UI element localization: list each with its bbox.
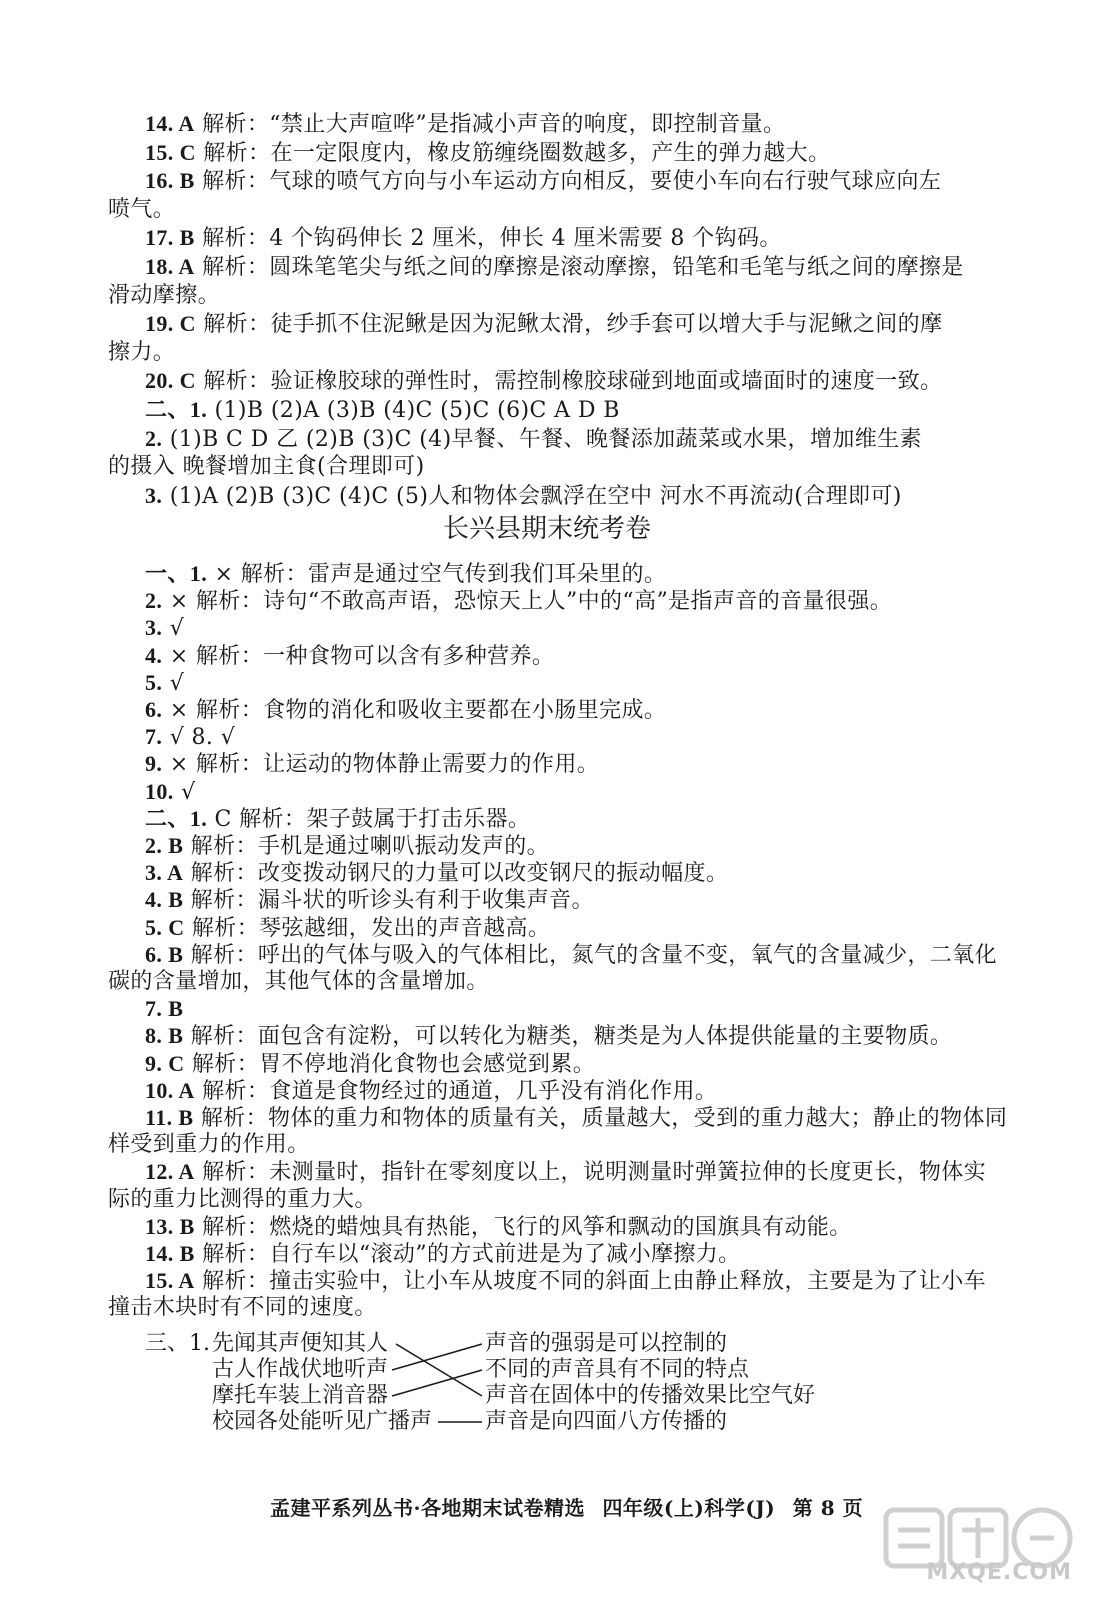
answer-text: 解析：呼出的气体与吸入的气体相比，氮气的含量不变，氧气的含量减少，二氧化 [183,942,998,968]
answer-text: 解析：未测量时，指针在零刻度以上，说明测量时弹簧拉伸的长度更长，物体实 [194,1160,987,1186]
answer-text: (1)B C D 乙 (2)B (3)C (4)早餐、午餐、晚餐添加蔬菜或水果，增加维生素 [162,426,922,452]
match-line-2 [392,1344,482,1370]
answer-text: √ 8. √ [162,725,236,751]
answer-text: 解析：气球的喷气方向与小车运动方向相反，要使小车向右行驶气球应向左 [194,169,942,195]
question-number: 15. C [145,139,196,165]
question-number: 6. [145,697,163,722]
match-line-1 [396,1344,482,1396]
section-title: 长兴县期末统考卷 [442,514,651,544]
answer-text: 解析：手机是通过喇叭振动发声的。 [183,834,550,859]
answer-text: 解析：自行车以“滚动”的方式前进是为了减小摩擦力。 [194,1242,741,1267]
continuation-text: 擦力。 [108,339,176,365]
continuation-text: 碳的含量增加，其他气体的含量增加。 [108,969,489,994]
question-number: 16. B [145,168,195,194]
question-number: 14. A [145,111,195,136]
question-number: 7. [145,724,163,750]
question-number: 9. C [145,1050,185,1076]
match-left-2: 古人作战伏地听声 [212,1357,389,1382]
question-number: 10. [145,778,174,804]
question-number: 5. [145,669,163,695]
match-left-1: 先闻其声便知其人 [212,1331,389,1356]
match-right-1: 声音的强弱是可以控制的 [485,1331,728,1356]
question-number: 18. A [145,254,195,279]
question-number: 20. C [145,368,196,394]
question-number: 二、1. [145,805,208,831]
answer-text: 解析：在一定限度内，橡皮筋缠绕圈数越多，产生的弹力越大。 [195,140,831,166]
footer-series: 孟建平系列丛书·各地期末试卷精选 [270,1496,585,1520]
match-right-3: 声音在固体中的传播效果比空气好 [485,1383,816,1408]
answer-text: 解析：圆珠笔笔尖与纸之间的摩擦是滚动摩擦，铅笔和毛笔与纸之间的摩擦是 [194,255,964,280]
answer-text: × 解析：雷声是通过空气传到我们耳朵里的。 [207,562,667,587]
answer-text: (1)A (2)B (3)C (4)C (5)人和物体会飘浮在空中 河水不再流动(合理即可) [162,483,902,509]
match-left-4: 校园各处能听见广播声 [212,1409,433,1434]
answer-text: (1)B (2)A (3)B (4)C (5)C (6)C A D B [207,398,620,423]
footer-grade: 四年级(上)科学(J) [602,1496,776,1520]
continuation-text: 的摄入 晚餐增加主食(合理即可) [108,454,425,480]
question-number: 12. A [145,1159,195,1185]
match-left-3: 摩托车装上消音器 [212,1383,389,1408]
continuation-text: 滑动摩擦。 [108,282,221,308]
question-number: 3. A [145,860,184,886]
question-number: 17. B [145,225,195,251]
question-number: 一、1. [145,561,208,586]
question-number: 2. B [145,833,184,858]
continuation-text: 撞击木块时有不同的速度。 [108,1295,377,1321]
answer-text: 解析：胃不停地消化食物也会感觉到累。 [184,1051,596,1077]
question-number: 二、1. [145,397,208,422]
answer-text: 解析：4 个钩码伸长 2 厘米，伸长 4 厘米需要 8 个钩码。 [194,226,782,252]
continuation-text: 喷气。 [108,196,176,222]
answer-text: 解析：徒手抓不住泥鳅是因为泥鳅太滑，纱手套可以增大手与泥鳅之间的摩 [195,312,943,338]
matching-label: 三、1. [145,1331,210,1356]
question-number: 4. [145,642,163,668]
watermark-text: MXQE.COM [926,1560,1072,1585]
answer-text: 解析：“禁止大声喧哗”是指减小声音的响度，即控制音量。 [194,112,786,137]
continuation-text: 样受到重力的作用。 [108,1132,310,1158]
answer-text: × 解析：食物的消化和吸收主要都在小肠里完成。 [162,698,667,723]
answer-text: √ [162,670,185,696]
question-number: 11. B [145,1105,194,1130]
question-number: 5. C [145,914,185,940]
question-number: 4. B [145,887,184,913]
answer-text: × 解析：让运动的物体静止需要力的作用。 [162,752,600,778]
answer-text: 解析：面包含有淀粉，可以转化为糖类，糖类是为人体提供能量的主要物质。 [183,1024,953,1050]
question-number: 7. B [145,996,184,1022]
question-number: 2. [145,425,163,451]
question-number: 9. [145,751,163,777]
match-line-3 [392,1370,482,1396]
question-number: 8. B [145,1023,184,1049]
question-number: 13. B [145,1213,195,1239]
footer-page-number: 第 8 页 [792,1496,864,1520]
question-number: 6. B [145,941,184,967]
answer-text: 解析：撞击实验中，让小车从坡度不同的斜面上由静止释放，主要是为了让小车 [194,1269,987,1295]
question-number: 3. [145,615,163,641]
answer-text: 解析：改变拨动钢尺的力量可以改变钢尺的振动幅度。 [183,861,729,887]
question-number: 10. A [145,1077,195,1103]
answer-text: 解析：物体的重力和物体的质量有关，质量越大，受到的重力越大；静止的物体同 [193,1106,1008,1131]
answer-text: C 解析：架子鼓属于打击乐器。 [207,806,531,832]
match-right-4: 声音是向四面八方传播的 [485,1409,728,1434]
question-number: 15. A [145,1268,195,1294]
answer-text: 解析：燃烧的蜡烛具有热能，飞行的风筝和飘动的国旗具有动能。 [194,1214,852,1240]
answer-text: × 解析：诗句“不敢高声语，恐惊天上人”中的“高”是指声音的音量很强。 [162,589,893,615]
answer-text: √ [173,779,196,805]
answer-text: 解析：食道是食物经过的通道，几乎没有消化作用。 [194,1078,718,1104]
match-right-2: 不同的声音具有不同的特点 [485,1357,750,1382]
question-number: 14. B [145,1241,195,1266]
question-number: 19. C [145,311,196,337]
answer-text: 解析：漏斗状的听诊头有利于收集声音。 [183,888,594,914]
continuation-text: 际的重力比测得的重力大。 [108,1186,377,1212]
answer-text: × 解析：一种食物可以含有多种营养。 [162,643,555,669]
answer-text: 解析：验证橡胶球的弹性时，需控制橡胶球碰到地面或墙面时的速度一致。 [195,369,943,395]
page-footer [270,1492,873,1521]
question-number: 3. [145,482,163,508]
answer-text: 解析：琴弦越细，发出的声音越高。 [184,915,551,941]
question-number: 2. [145,588,163,614]
answer-text: √ [162,616,185,642]
